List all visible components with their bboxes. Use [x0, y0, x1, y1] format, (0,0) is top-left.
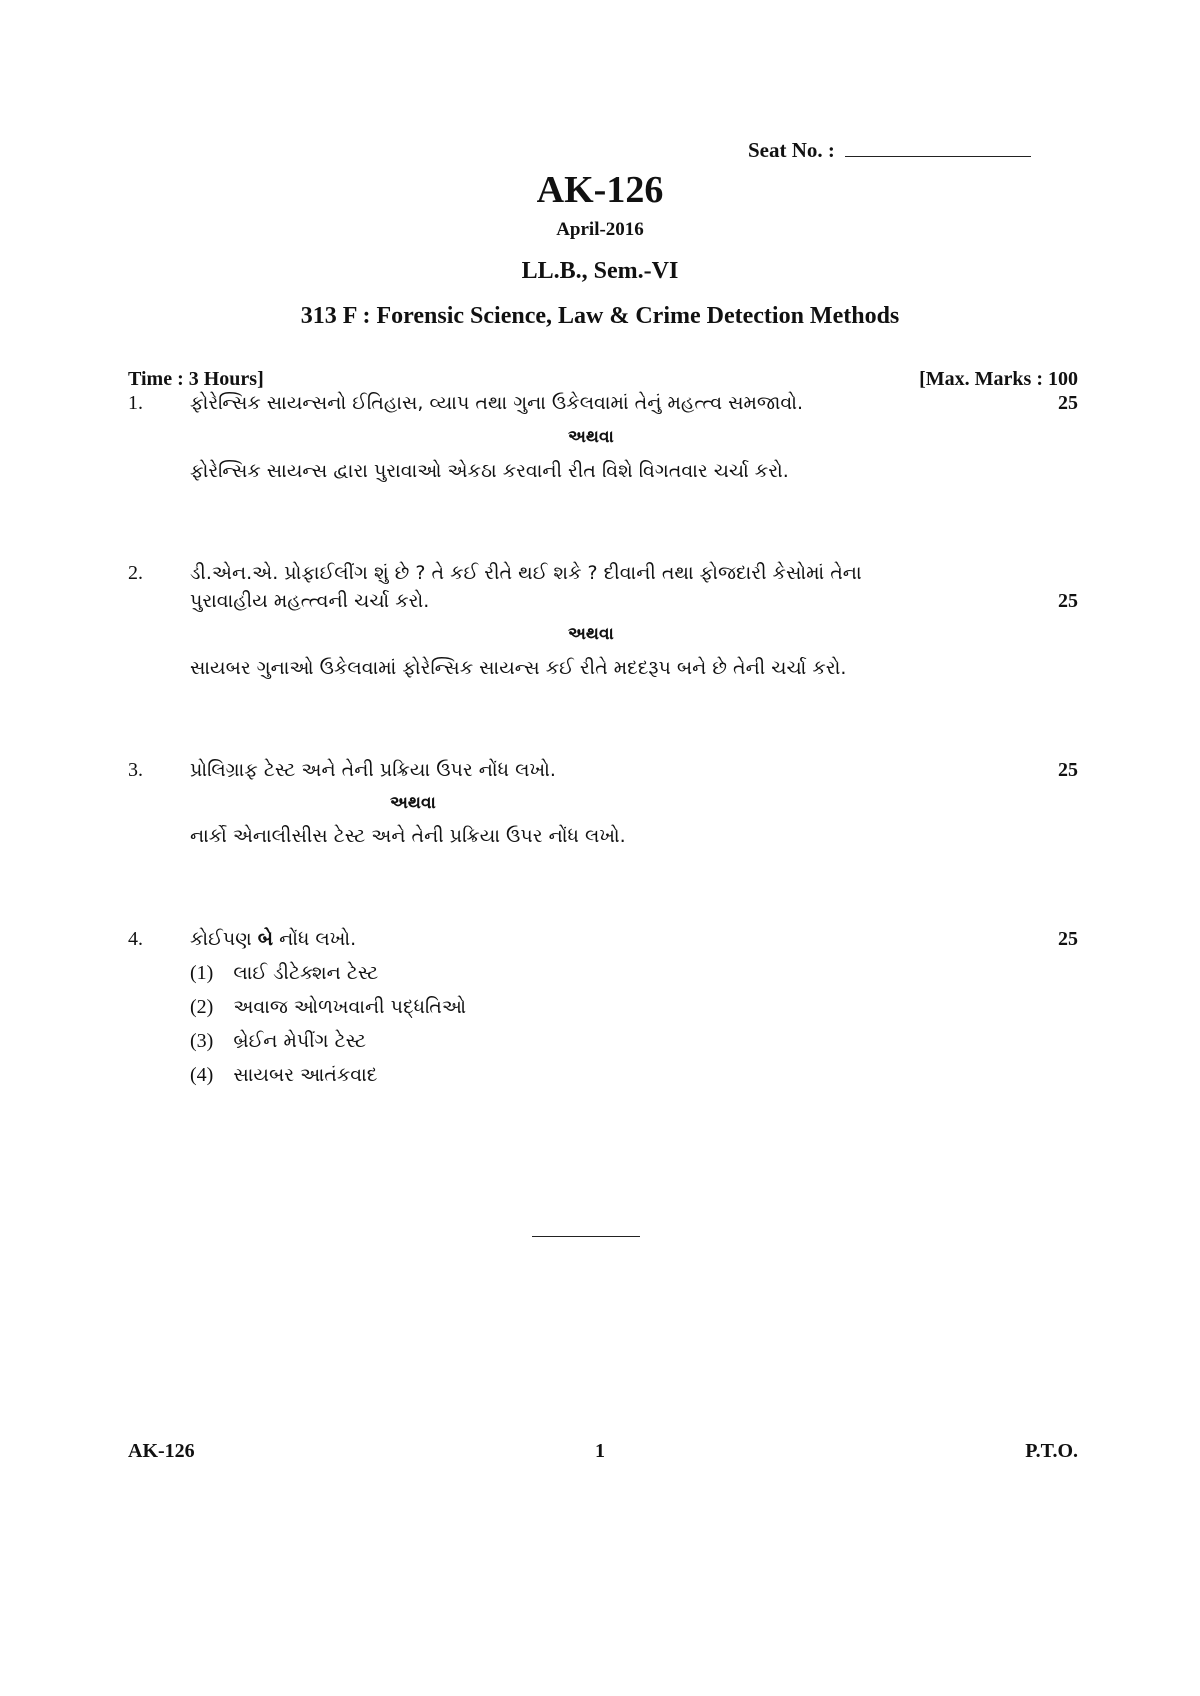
question-1-number: 1. [128, 392, 143, 414]
option-item [190, 1064, 377, 1087]
footer-pto: P.T.O. [1025, 1440, 1078, 1462]
question-3-text: પ્રોલિગ્રાફ ટેસ્ટ અને તેની પ્રક્રિયા ઉપર નોંધ લખો. [190, 759, 556, 781]
option-label: (3) [190, 1030, 214, 1052]
paper-code: AK-126 [536, 169, 664, 211]
option-item [190, 962, 378, 985]
time-allowed: Time : 3 Hours] [128, 368, 264, 390]
question-4-text [190, 928, 356, 950]
question-2-or-label: અથવા [568, 624, 614, 644]
question-4-marks: 25 [1058, 928, 1078, 950]
option-label: (4) [190, 1064, 214, 1086]
exam-date: April-2016 [556, 219, 644, 240]
option-text: બ્રેઈન મેપીંગ ટેસ્ટ [233, 1030, 367, 1052]
option-item [190, 996, 466, 1019]
max-marks: [Max. Marks : 100 [919, 368, 1078, 390]
end-of-paper-divider [532, 1236, 640, 1237]
seat-number-blank [845, 142, 1031, 157]
question-1-marks: 25 [1058, 392, 1078, 414]
question-2-marks: 25 [1058, 590, 1078, 612]
question-2-text-line1: ડી.એન.એ. પ્રોફાઈલીંગ શું છે ? તે કઈ રીતે થઈ શકે ? દીવાની તથા ફોજદારી કેસોમાં તેના [190, 562, 862, 584]
question-2-text-line2: પુરાવાહીય મહત્ત્વની ચર્ચા કરો. [190, 590, 430, 612]
option-text: અવાજ ઓળખવાની પદ્ધતિઓ [233, 996, 467, 1018]
seat-number-label: Seat No. : [748, 138, 835, 162]
question-3-or-label: અથવા [390, 793, 436, 813]
option-label: (1) [190, 962, 214, 984]
question-4-text-pre: કોઈપણ [190, 928, 258, 950]
question-3-number: 3. [128, 759, 143, 781]
question-3-marks: 25 [1058, 759, 1078, 781]
option-label: (2) [190, 996, 214, 1018]
footer-paper-code: AK-126 [128, 1440, 195, 1462]
course-title: LL.B., Sem.-VI [521, 258, 679, 284]
option-text: લાઈ ડીટેક્શન ટેસ્ટ [233, 962, 379, 984]
question-1-alt-text: ફોરેન્સિક સાયન્સ દ્વારા પુરાવાઓ એકઠા કરવાની રીત વિશે વિગતવાર ચર્ચા કરો. [190, 460, 789, 482]
option-text: સાયબર આતંકવાદ [233, 1064, 378, 1086]
question-3-alt-text: નાર્કો એનાલીસીસ ટેસ્ટ અને તેની પ્રક્રિયા ઉપર નોંધ લખો. [190, 825, 626, 847]
subject-title: 313 F : Forensic Science, Law & Crime Detection Methods [300, 303, 900, 329]
question-2-alt-text: સાયબર ગુનાઓ ઉકેલવામાં ફોરેન્સિક સાયન્સ કઈ રીતે મદદરૂપ બને છે તેની ચર્ચા કરો. [190, 657, 847, 679]
question-4-text-post: નોંધ લખો. [273, 928, 357, 950]
footer-page-number: 1 [595, 1440, 605, 1462]
seat-number-field [748, 138, 1031, 163]
question-4-text-emphasis: બે [257, 928, 274, 950]
option-item [190, 1030, 366, 1053]
question-1-text: ફોરેન્સિક સાયન્સનો ઈતિહાસ, વ્યાપ તથા ગુના ઉકેલવામાં તેનું મહત્ત્વ સમજાવો. [190, 392, 804, 414]
question-4-number: 4. [128, 928, 143, 950]
question-2-number: 2. [128, 562, 143, 584]
question-1-or-label: અથવા [568, 427, 614, 447]
